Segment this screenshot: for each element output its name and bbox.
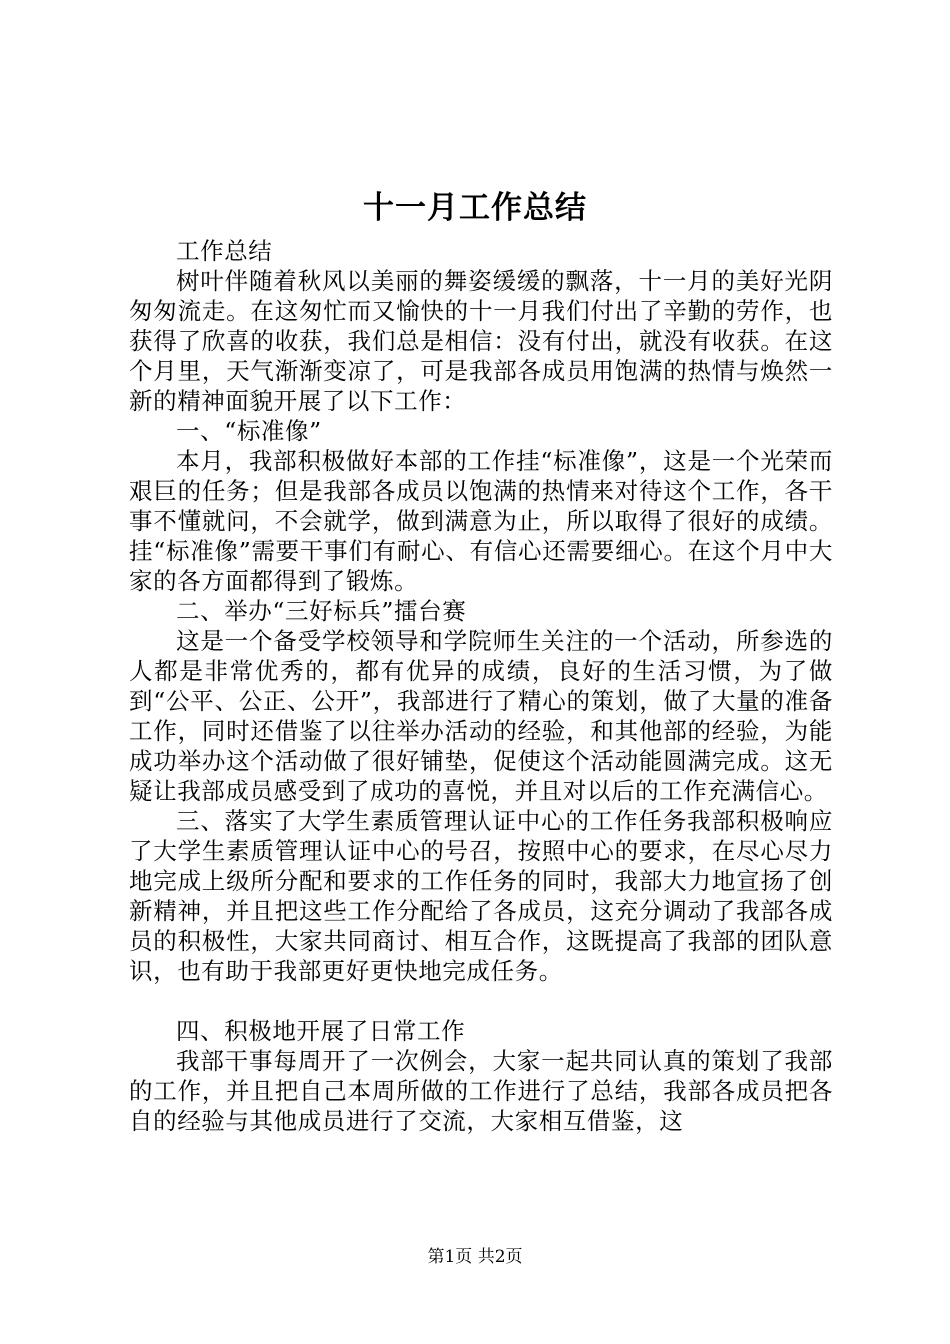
paragraph-section-3: 三、落实了大学生素质管理认证中心的工作任务我部积极响应了大学生素质管理认证中心的号召，按照中心的要求，在尽心尽力地完成上级所分配和要求的工作任务的同时，我部大力地宣扬了创新精神，并且把这些工作分配给了各成员，这充分调动了我部各成员的积极性，大家共同商讨、相互合作，这既提高了我部的团队意识，也有助于我部更好更快地完成任务。 — [129, 807, 833, 985]
paragraph-section-4: 我部干事每周开了一次例会，大家一起共同认真的策划了我部的工作，并且把自己本周所做的工作进行了总结，我部各成员把各自的经验与其他成员进行了交流，大家相互借鉴，这 — [129, 1047, 833, 1135]
paragraph-section-1: 本月，我部积极做好本部的工作挂“标准像”，这是一个光荣而艰巨的任务；但是我部各成员以饱满的热情来对待这个工作，各干事不懂就问，不会就学，做到满意为止，所以取得了很好的成绩。挂“标准像”需要干事们有耐心、有信心还需要细心。在这个月中大家的各方面都得到了锻炼。 — [129, 447, 833, 595]
section-heading-1: 一、“标准像” — [176, 417, 322, 445]
section-heading-2: 二、举办“三好标兵”擂台赛 — [176, 597, 467, 625]
document-body — [129, 236, 833, 1136]
paragraph-section-2: 这是一个备受学校领导和学院师生关注的一个活动，所参选的人都是非常优秀的，都有优异的成绩，良好的生活习惯，为了做到“公平、公正、公开”，我部进行了精心的策划，做了大量的准备工作，同时还借鉴了以往举办活动的经验，和其他部的经验，为能成功举办这个活动做了很好铺垫，促使这个活动能圆满完成。这无疑让我部成员感受到了成功的喜悦，并且对以后的工作充满信心。 — [129, 627, 833, 805]
blank-line — [129, 986, 833, 1016]
paragraph-intro: 树叶伴随着秋风以美丽的舞姿缓缓的飘落，十一月的美好光阴匆匆流走。在这匆忙而又愉快的十一月我们付出了辛勤的劳作，也获得了欣喜的收获，我们总是相信：没有付出，就没有收获。在这个月里，天气渐渐变凉了，可是我部各成员用饱满的热情与焕然一新的精神面貌开展了以下工作： — [129, 267, 833, 415]
paragraph-heading-summary: 工作总结 — [176, 237, 273, 265]
section-heading-4: 四、积极地开展了日常工作 — [176, 1017, 466, 1045]
page-footer: 第1页 共2页 — [427, 1247, 523, 1267]
document-title: 十一月工作总结 — [363, 190, 587, 226]
